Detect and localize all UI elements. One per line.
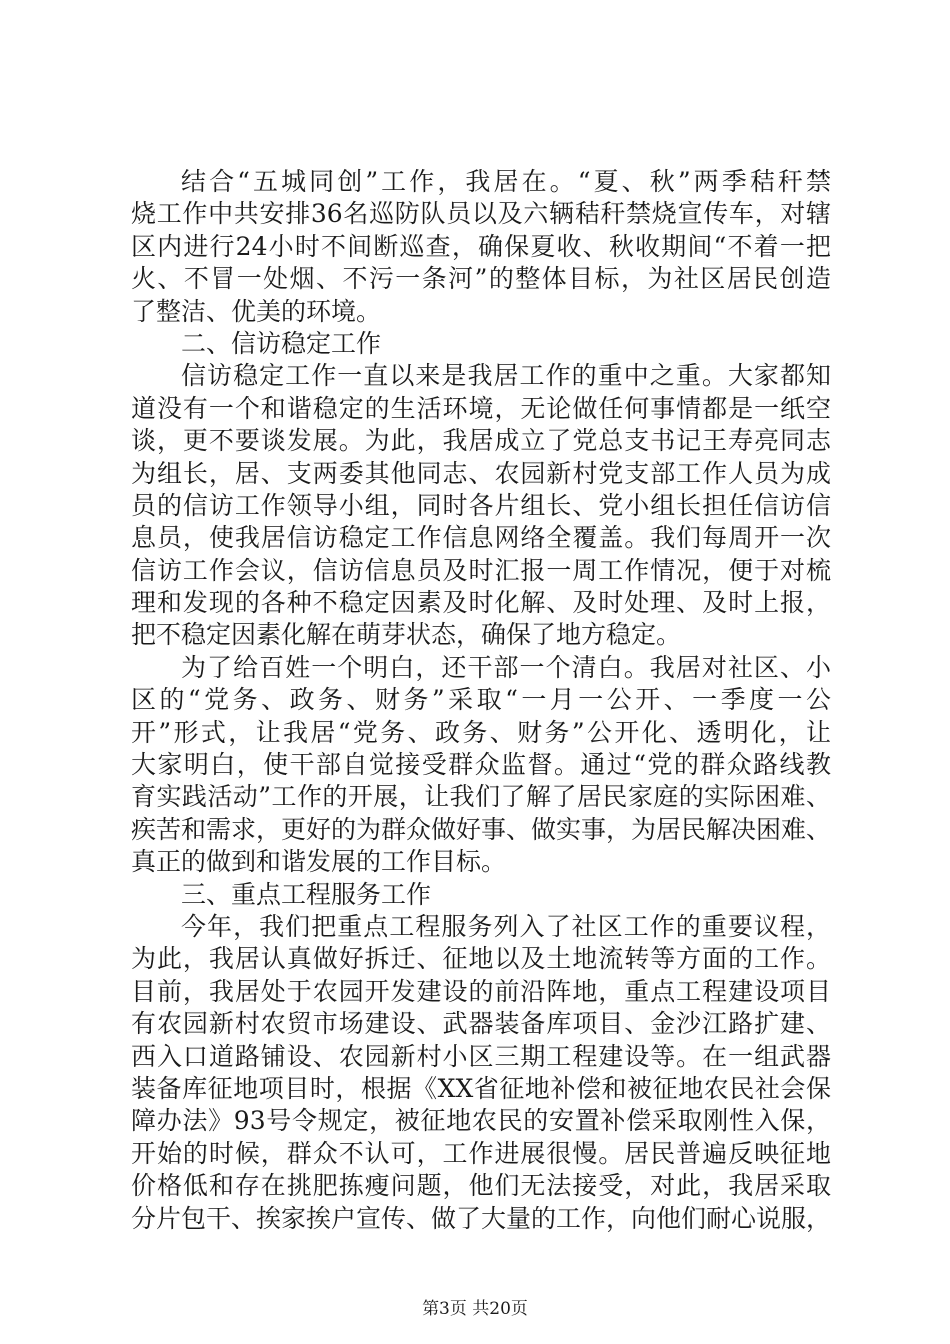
page-footer: 第3页 共20页 [422,1299,528,1319]
text-line: 把不稳定因素化解在萌芽状态，确保了地方稳定。 [131,620,682,650]
text-line: 疾苦和需求，更好的为群众做好事、做实事，为居民解决困难、 [131,814,832,844]
text-line: 谈，更不要谈发展。为此，我居成立了党总支书记王寿亮同志 [131,426,831,456]
text-line: 火、不冒一处烟、不污一条河”的整体目标，为社区居民创造 [131,264,831,294]
text-line: 结合“五城同创”工作，我居在。“夏、秋”两季秸秆禁 [181,167,831,196]
text-line: 价格低和存在挑肥拣瘦问题，他们无法接受，对此，我居采取 [131,1171,831,1201]
text-line: 育实践活动”工作的开展，让我们了解了居民家庭的实际困难、 [131,782,831,812]
text-line: 道没有一个和谐稳定的生活环境，无论做任何事情都是一纸空 [131,393,831,423]
text-line: 信访稳定工作一直以来是我居工作的重中之重。大家都知 [181,361,831,391]
text-line: 区内进行24小时不间断巡查，确保夏收、秋收期间“不着一把 [131,231,831,261]
text-line: 为了给百姓一个明白，还干部一个清白。我居对社区、小 [181,652,831,682]
text-line: 西入口道路铺设、农园新村小区三期工程建设等。在一组武器 [131,1041,831,1071]
text-line: 员的信访工作领导小组，同时各片组长、党小组长担任信访信 [131,490,831,520]
text-line: 二、信访稳定工作 [181,328,382,358]
text-line: 真正的做到和谐发展的工作目标。 [131,847,507,877]
text-line: 障办法》93号令规定，被征地农民的安置补偿采取刚性入保， [131,1106,831,1136]
text-line: 装备库征地项目时，根据《XX省征地补偿和被征地农民社会保 [131,1073,831,1103]
text-line: 开始的时候，群众不认可，工作进展很慢。居民普遍反映征地 [131,1138,831,1168]
document-body [131,166,831,1235]
text-line: 了整洁、优美的环境。 [131,296,382,326]
text-line: 有农园新村农贸市场建设、武器装备库项目、金沙江路扩建、 [131,1009,831,1039]
text-line: 大家明白，使干部自觉接受群众监督。通过“党的群众路线教 [131,750,831,780]
text-line: 分片包干、挨家挨户宣传、做了大量的工作，向他们耐心说服， [131,1203,832,1233]
text-line: 理和发现的各种不稳定因素及时化解、及时处理、及时上报， [131,588,831,618]
text-line: 息员，使我居信访稳定工作信息网络全覆盖。我们每周开一次 [131,523,831,553]
text-line: 开”形式，让我居“党务、政务、财务”公开化、透明化，让 [131,717,831,747]
text-line: 今年，我们把重点工程服务列入了社区工作的重要议程， [181,911,831,941]
text-line: 区的“党务、政务、财务”采取“一月一公开、一季度一公 [131,685,831,715]
text-line: 烧工作中共安排36名巡防队员以及六辆秸秆禁烧宣传车，对辖 [131,199,831,229]
text-line: 为此，我居认真做好拆迁、征地以及土地流转等方面的工作。 [131,944,831,974]
text-line: 信访工作会议，信访信息员及时汇报一周工作情况，便于对梳 [131,555,831,585]
text-line: 三、重点工程服务工作 [181,879,432,909]
text-line: 目前，我居处于农园开发建设的前沿阵地，重点工程建设项目 [131,976,831,1006]
text-line: 为组长，居、支两委其他同志、农园新村党支部工作人员为成 [131,458,831,488]
